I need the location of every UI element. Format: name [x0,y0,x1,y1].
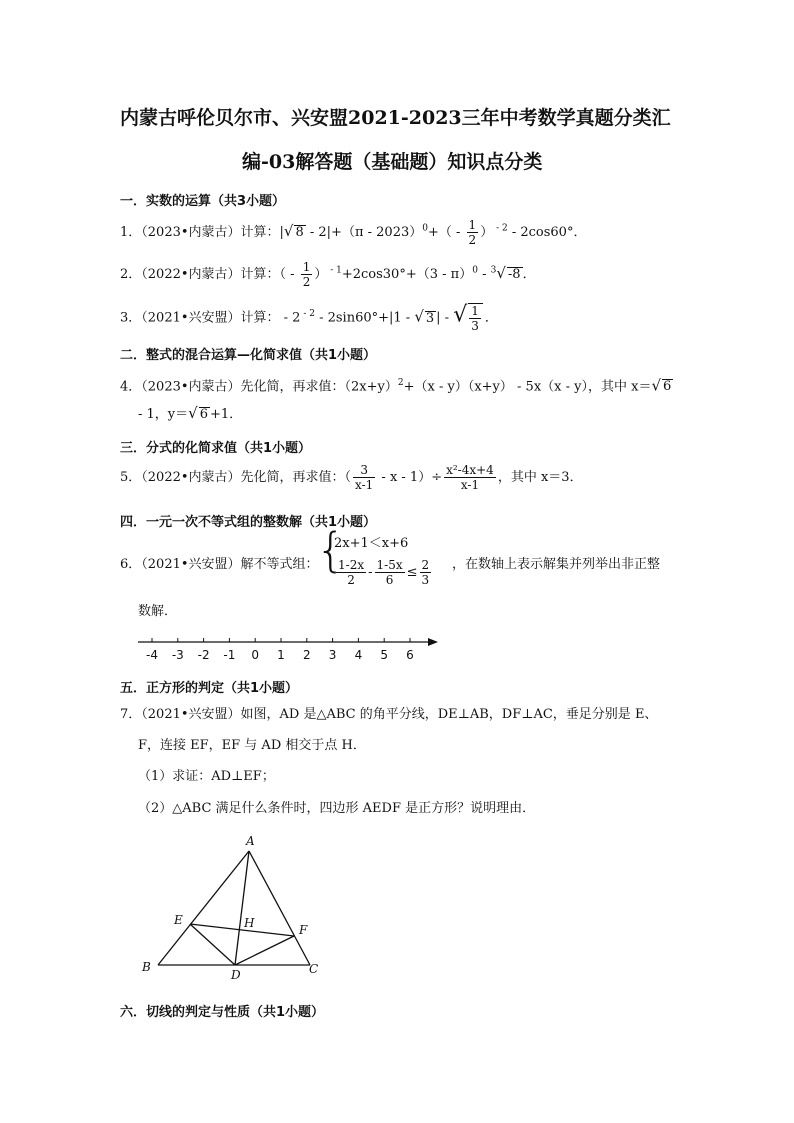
q2-cbrt-index: 3 [490,265,497,276]
number-line-tick-label: -2 [197,648,210,662]
q1-sqrt8: 8 [295,225,304,240]
number-line-tick-label: 6 [406,648,414,662]
document-title-line1: 内蒙古呼伦贝尔市、兴安盟2021-2023三年中考数学真题分类汇 [120,107,671,129]
question-7-line1: 7．（2021•兴安盟）如图，AD 是△ABC 的角平分线，DE⊥AB，DF⊥AC，垂足分别是 E、 [120,707,658,722]
q1-exp-neg2: - 2 [493,223,508,234]
label-D: D [231,968,241,980]
document-title-line2: 编-03解答题（基础题）知识点分类 [242,151,543,173]
q1-fraction [467,218,479,247]
question-3 [120,303,498,333]
q6-f2-num: 1-5x [376,558,403,572]
label-B: B [142,960,151,974]
question-1 [120,218,586,247]
number-line-tick-label: 3 [328,648,337,662]
q6-le: ≤ [406,565,418,580]
q2-cbrt-body: -8 [507,267,521,282]
q2-mid2: +2cos30°+（3 - π） [341,267,473,282]
question-7-part2: （2）△ABC 满足什么条件时，四边形 AEDF 是正方形？说明理由． [138,801,536,816]
q1-prefix: 1．（2023•内蒙古）计算：| [120,225,284,240]
sqrt-symbol: √ [188,404,198,422]
q6-line2: 数解． [138,604,178,619]
q3-sqrt-fraction [468,303,483,333]
segment-AB [158,851,249,965]
q6-f1-den: 2 [347,573,355,587]
question-7-part1: （1）求证：AD⊥EF； [138,769,275,784]
q1-frac-den: 2 [468,233,477,247]
segment-EF [190,924,294,936]
sqrt-symbol-large: √ [453,302,468,328]
q1-frac-num: 1 [468,218,477,232]
segment-AC [249,851,310,965]
q2-mid3: - [477,267,491,282]
section-heading-2: 二．整式的混合运算—化简求值（共1小题） [120,348,377,363]
q2-end: ． [522,267,536,282]
q3-end: ． [484,310,498,326]
number-line-tick-label: 1 [277,648,285,662]
q3-mid1: - 2sin60°+|1 - [314,310,415,326]
sqrt-symbol: √ [414,307,424,326]
q5-frac2-num: x²-4x+4 [446,463,494,477]
segment-DF [235,936,294,965]
cbrt-symbol: √ [496,264,506,282]
q1-mid1: - 2|+（π - 2023） [305,225,423,240]
q6-f3-den: 3 [421,573,430,587]
q2-mid1: ） [314,267,328,282]
number-line-arrow-icon [428,638,438,646]
q3-frac-den: 3 [471,319,479,333]
q6-inequality-2 [334,558,433,587]
number-line-tick-label: 5 [380,648,389,662]
q6-f3-num: 2 [421,558,430,572]
q3-exp-neg2: - 2 [300,309,315,320]
q6-frac1 [336,558,366,587]
q6-f1-num: 1-2x [338,558,365,572]
q4-exp2: 2 [397,378,404,388]
q6-frac2 [375,558,405,587]
question-4-line1 [120,374,673,396]
label-A: A [246,834,255,848]
q5-frac1-den: x-1 [355,478,374,492]
q1-exp0: 0 [422,223,428,234]
q6-f2-den: 6 [385,573,394,587]
section-heading-5: 五．正方形的判定（共1小题） [120,681,299,696]
q6-frac3 [420,558,432,587]
q4-line1a: 4．（2023•内蒙古）先化简，再求值：（2x+y） [120,379,398,395]
q1-mid3: ） [480,225,494,240]
number-line [130,632,450,666]
q3-sqrt3: 3 [425,310,435,326]
q6-minus: - [368,565,373,580]
sqrt-symbol: √ [651,376,662,395]
number-line-tick-label: 4 [354,648,363,662]
q1-end: - 2cos60°． [507,225,587,240]
section-heading-1: 一．实数的运算（共3小题） [120,194,286,209]
q1-mid2: +（ - [427,225,465,240]
label-H: H [244,916,255,930]
q2-exp0: 0 [472,265,478,276]
segment-DE [190,924,235,965]
q2-prefix: 2．（2022•内蒙古）计算：（ - [120,267,299,282]
label-E: E [174,913,183,927]
q2-frac-den: 2 [302,275,311,289]
section-heading-4: 四．一元一次不等式组的整数解（共1小题） [120,515,377,530]
q5-frac1-num: 3 [353,463,375,478]
question-2 [120,260,536,289]
q4-sqrt6: 6 [663,379,672,395]
q5-end: ，其中 x＝3． [497,470,583,485]
label-C: C [309,962,319,976]
q4-line2b: +1． [209,407,243,422]
question-5 [120,463,583,492]
number-line-tick-label: 0 [251,648,260,662]
q6-suffix: ，在数轴上表示解集并列举出非正整 [452,557,661,572]
sqrt-symbol: √ [283,222,294,240]
section-heading-3: 三．分式的化简求值（共1小题） [120,441,312,456]
q5-frac2-den: x-1 [460,478,480,492]
number-line-tick-label: -4 [146,648,158,662]
q2-frac-num: 1 [302,260,311,274]
section-heading-6: 六．切线的判定与性质（共1小题） [120,1005,325,1020]
number-line-tick-label: -1 [223,648,236,662]
q3-mid2: | - [436,310,454,326]
label-F: F [299,923,308,937]
q3-prefix: 3．（2021•兴安盟）计算： - 2 [120,310,301,326]
q5-fraction1 [353,463,375,492]
question-6-prefix: 6．（2021•兴安盟）解不等式组： [120,557,319,572]
q3-frac-num: 1 [471,304,479,318]
number-line-tick-label: 2 [302,648,311,662]
q4-line1b: +（x - y）（x+y） - 5x（x - y），其中 x＝ [403,379,652,395]
left-brace-icon: { [316,523,346,577]
q2-fraction [301,260,313,289]
q5-mid1: - x - 1）÷ [377,470,443,485]
q5-fraction2 [444,463,496,492]
q6-inequality-1: 2x+1＜x+6 [334,536,409,551]
q2-exp-neg1: - 1 [327,265,342,276]
triangle-figure [138,830,328,980]
q5-prefix: 5．（2022•内蒙古）先化简，再求值：（ [120,470,352,485]
q4-line2a: - 1，y＝ [138,407,189,422]
q4-sqrt6b: 6 [199,407,208,422]
question-7-line2: F，连接 EF，EF 与 AD 相交于点 H． [138,738,366,753]
number-line-tick-label: -3 [171,648,184,662]
question-4-line2 [138,404,242,424]
segment-AD [235,851,249,965]
